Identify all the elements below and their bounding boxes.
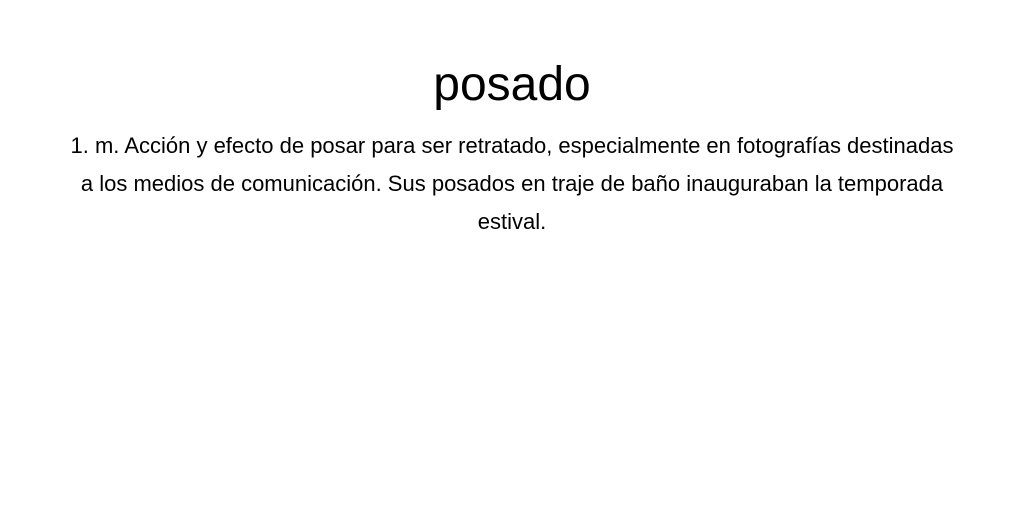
headword: posado — [433, 58, 591, 111]
definition-text: 1. m. Acción y efecto de posar para ser retratado, especialmente en fotografías destinadas a los medios de comunicación. Sus posados en traje de baño inauguraban la temporada estival. — [70, 133, 954, 234]
